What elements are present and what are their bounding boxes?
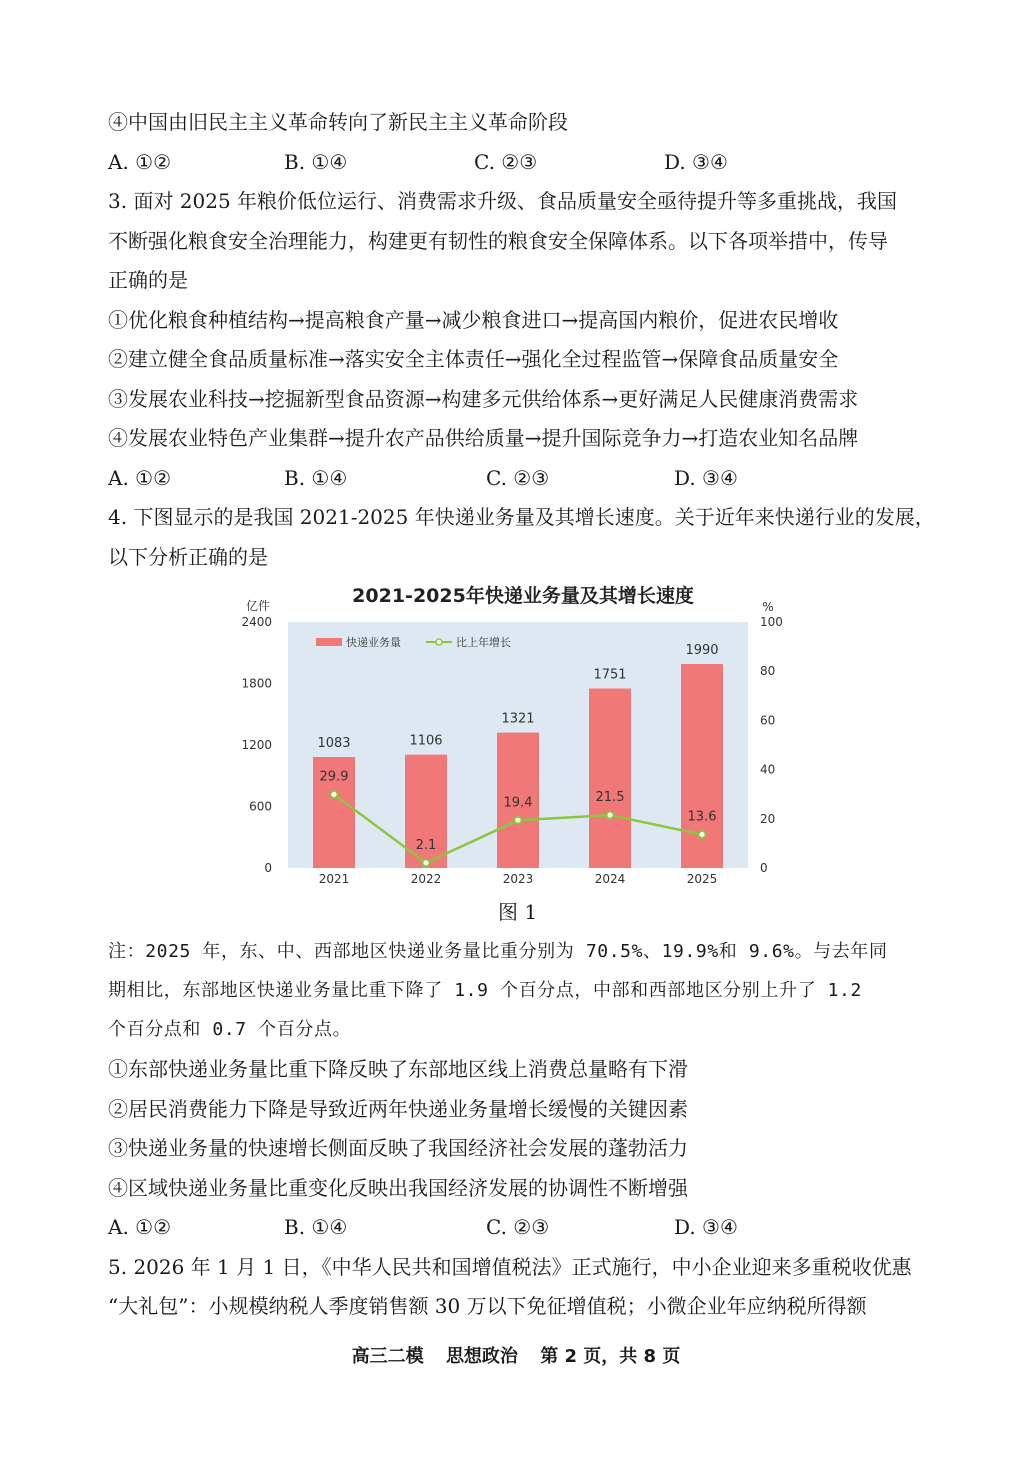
q2-answer-choices	[108, 148, 808, 176]
figure-caption: 图 1	[498, 900, 538, 924]
x-axis-tick: 2023	[502, 872, 534, 885]
q4-answer-choices	[108, 1213, 808, 1241]
x-axis-tick: 2025	[686, 872, 718, 885]
growth-point-2025	[699, 831, 706, 838]
q3-answer-choices	[108, 464, 808, 492]
left-axis-tick: 1800	[241, 676, 272, 691]
q3-stem-line-2: 不断强化粮食安全治理能力，构建更有韧性的粮食安全保障体系。以下各项举措中，传导	[108, 229, 888, 253]
right-axis-tick: 60	[760, 713, 776, 728]
q3-option-3: ③发展农业科技→挖掘新型食品资源→构建多元供给体系→更好满足人民健康消费需求	[108, 387, 859, 411]
left-axis-unit: 亿件	[245, 599, 271, 613]
left-axis-tick: 2400	[241, 615, 272, 629]
x-axis-tick: 2024	[594, 872, 626, 885]
right-axis-tick: 40	[760, 762, 776, 777]
q4-option-1: ①东部快递业务量比重下降反映了东部地区线上消费总量略有下滑	[108, 1057, 688, 1081]
q2-choice-c[interactable]: C. ②③	[474, 150, 538, 174]
page-footer	[0, 1342, 1032, 1368]
q4-option-4: ④区域快递业务量比重变化反映出我国经济发展的协调性不断增强	[108, 1176, 688, 1200]
left-axis-tick: 0	[264, 861, 272, 875]
left-axis-tick: 600	[249, 799, 272, 814]
legend-bar-swatch	[316, 638, 342, 646]
growth-point-2021	[331, 791, 338, 798]
footer-page: 第 2 页，共 8 页	[540, 1346, 681, 1367]
q3-choice-a[interactable]: A. ①②	[108, 466, 172, 490]
q4-choice-c[interactable]: C. ②③	[486, 1215, 550, 1239]
q2-choice-b[interactable]: B. ①④	[284, 150, 348, 174]
bar-value-label: 1321	[501, 711, 535, 727]
q4-option-2: ②居民消费能力下降是导致近两年快递业务量增长缓慢的关键因素	[108, 1097, 688, 1121]
express-volume-chart	[230, 575, 790, 885]
legend-line-marker	[436, 639, 442, 645]
q3-choice-b[interactable]: B. ①④	[284, 466, 348, 490]
q5-stem-line-2: “大礼包”：小规模纳税人季度销售额 30 万以下免征增值税；小微企业年应纳税所得额	[108, 1294, 867, 1318]
bar-2024	[589, 689, 631, 868]
q2-option-4: ④中国由旧民主主义革命转向了新民主主义革命阶段	[108, 110, 568, 134]
footer-exam: 高三二模	[351, 1346, 424, 1367]
bar-value-label: 1083	[317, 735, 351, 751]
q3-stem-line-3: 正确的是	[108, 268, 188, 292]
q3-stem-line-1: 3. 面对 2025 年粮价低位运行、消费需求升级、食品质量安全亟待提升等多重挑战，我国	[108, 189, 898, 213]
bar-value-label: 1990	[685, 643, 719, 659]
footer-subject: 思想政治	[445, 1346, 518, 1367]
growth-point-2022	[423, 859, 430, 866]
right-axis-tick: 20	[760, 811, 776, 826]
q4-choice-a[interactable]: A. ①②	[108, 1215, 172, 1239]
q4-stem-line-2: 以下分析正确的是	[108, 545, 268, 569]
right-axis-unit: %	[762, 600, 774, 614]
right-axis-tick: 100	[760, 615, 783, 629]
q3-option-2: ②建立健全食品质量标准→落实安全主体责任→强化全过程监管→保障食品质量安全	[108, 347, 839, 371]
growth-value-label: 21.5	[595, 790, 625, 806]
growth-value-label: 2.1	[415, 837, 437, 853]
growth-point-2023	[515, 817, 522, 824]
legend-line-label: 比上年增长	[456, 636, 511, 649]
right-axis-tick: 80	[760, 664, 776, 679]
growth-value-label: 19.4	[503, 795, 533, 811]
q4-note-line-2: 期相比，东部地区快递业务量比重下降了 1.9 个百分点，中部和西部地区分别上升了 1.2	[108, 980, 862, 1001]
q2-choice-d[interactable]: D. ③④	[664, 150, 728, 174]
q4-note-line-1: 注：2025 年，东、中、西部地区快递业务量比重分别为 70.5%、19.9%和 9.6%。与去年同	[108, 941, 888, 962]
chart-title: 2021-2025年快递业务量及其增长速度	[352, 585, 694, 607]
q4-choice-b[interactable]: B. ①④	[284, 1215, 348, 1239]
growth-point-2024	[607, 812, 614, 819]
q3-choice-d[interactable]: D. ③④	[674, 466, 738, 490]
q4-choice-d[interactable]: D. ③④	[674, 1215, 738, 1239]
right-axis-tick: 0	[760, 861, 768, 875]
q3-choice-c[interactable]: C. ②③	[486, 466, 550, 490]
bar-value-label: 1751	[593, 667, 627, 683]
x-axis-tick: 2022	[410, 872, 442, 885]
q4-note-line-3: 个百分点和 0.7 个百分点。	[108, 1019, 352, 1040]
growth-value-label: 29.9	[319, 769, 349, 785]
q3-option-4: ④发展农业特色产业集群→提升农产品供给质量→提升国际竞争力→打造农业知名品牌	[108, 426, 859, 450]
q3-option-1: ①优化粮食种植结构→提高粮食产量→减少粮食进口→提高国内粮价，促进农民增收	[108, 308, 839, 332]
bar-value-label: 1106	[409, 733, 443, 749]
left-axis-tick: 1200	[241, 738, 272, 752]
q4-stem-line-1: 4. 下图显示的是我国 2021-2025 年快递业务量及其增长速度。关于近年来快递行业的发展，	[108, 505, 935, 529]
x-axis-tick: 2021	[318, 872, 350, 885]
legend-bar-label: 快递业务量	[346, 636, 401, 649]
q4-option-3: ③快递业务量的快速增长侧面反映了我国经济社会发展的蓬勃活力	[108, 1136, 688, 1160]
q5-stem-line-1: 5. 2026 年 1 月 1 日，《中华人民共和国增值税法》正式施行，中小企业迎来多重税收优惠	[108, 1255, 912, 1279]
growth-value-label: 13.6	[687, 809, 717, 825]
q2-choice-a[interactable]: A. ①②	[108, 150, 172, 174]
